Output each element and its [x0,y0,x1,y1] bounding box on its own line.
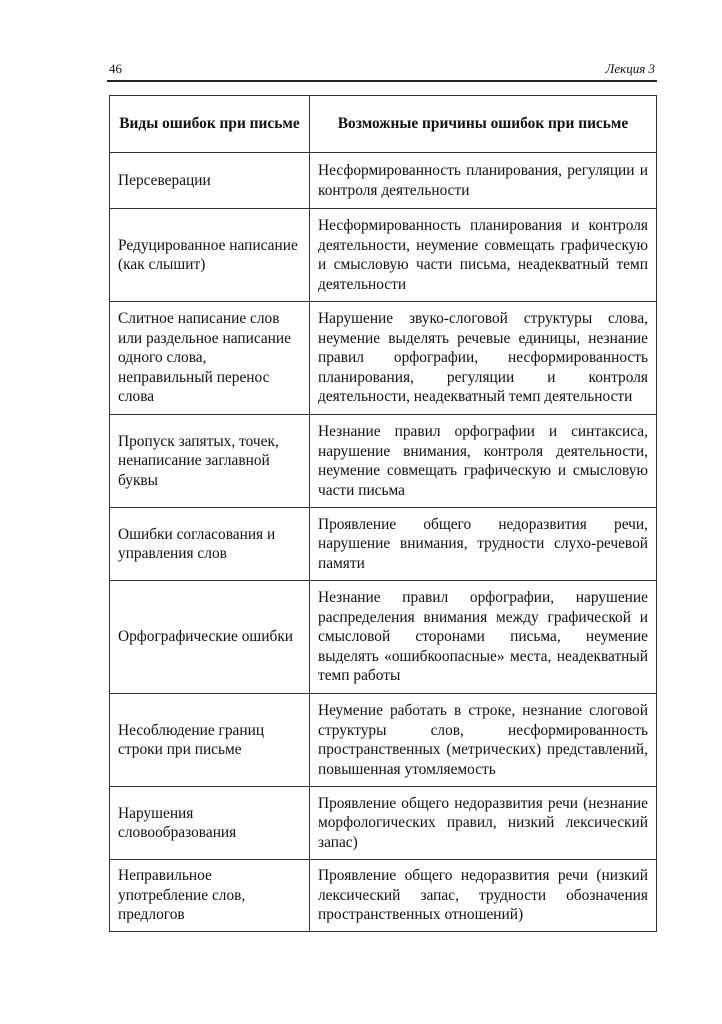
error-type-cell: Неправильное употребление слов, предлогов [110,860,310,932]
error-type-cell: Нарушения словообразования [110,787,310,860]
error-causes-cell: Проявление общего недоразвития речи, нарушение внимания, трудности слухо-речевой памяти [310,508,657,581]
table-row [110,209,657,302]
page-header [107,60,657,78]
table-row [110,581,657,694]
error-causes-cell: Незнание правил орфографии и синтаксиса, нарушение внимания, контроля деятельности, неумение совмещать графическую и смысловую части письма [310,415,657,508]
error-causes-cell: Несформированность планирования и контроля деятельности, неумение совмещать графическую и смысловую части письма, неадекватный темп деятельности [310,209,657,302]
table-header-row [110,96,657,153]
table-row [110,860,657,932]
error-type-cell: Несоблюдение границ строки при письме [110,694,310,787]
column-header-error-types: Виды ошибок при письме [110,96,310,153]
error-type-cell: Ошибки согласования и управления слов [110,508,310,581]
table-row [110,153,657,209]
error-causes-cell: Несформированность планирования, регуляции и контроля деятельности [310,153,657,209]
error-type-cell: Слитное написание слов или раздельное написание одного слова, неправильный перенос слова [110,302,310,415]
error-type-cell: Пропуск запятых, точек, ненаписание заглавной буквы [110,415,310,508]
error-causes-cell: Проявление общего недоразвития речи (низкий лексический запас, трудности обозначения пространственных отношений) [310,860,657,932]
error-causes-cell: Неумение работать в строке, незнание слоговой структуры слов, несформированность пространственных (метрических) представлений, повышенная утомляемость [310,694,657,787]
page-number: 46 [109,61,122,76]
error-causes-cell: Проявление общего недоразвития речи (незнание морфологических правил, низкий лексический запас) [310,787,657,860]
error-type-cell: Редуцированное написание (как слышит) [110,209,310,302]
error-causes-cell: Нарушение звуко-слоговой структуры слова, неумение выделять речевые единицы, незнание правил орфографии, несформированность планирования, регуляции и контроля деятельности, неадекватный темп деятельности [310,302,657,415]
column-header-possible-causes: Возможные причины ошибок при письме [310,96,657,153]
header-divider [107,80,657,82]
table-row [110,302,657,415]
table-row [110,694,657,787]
table-row [110,508,657,581]
table-row [110,415,657,508]
table-row [110,787,657,860]
error-type-cell: Персеверации [110,153,310,209]
running-title: Лекция 3 [605,61,655,76]
errors-causes-table [109,95,657,932]
error-type-cell: Орфографические ошибки [110,581,310,694]
error-causes-cell: Незнание правил орфографии, нарушение распределения внимания между графической и смысловой сторонами письма, неумение выделять «ошибкоопасные» места, неадекватный темп работы [310,581,657,694]
